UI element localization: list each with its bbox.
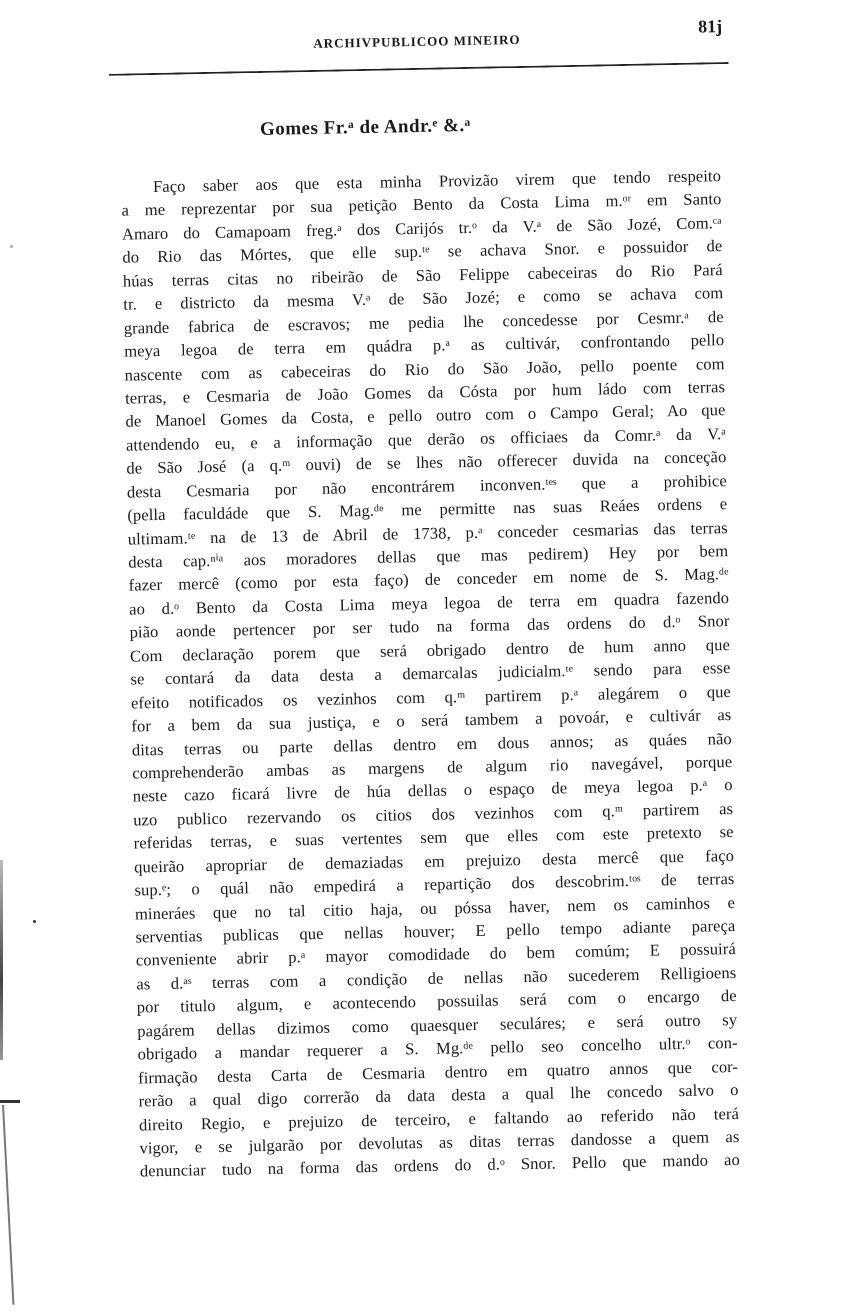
text-line: sup.ᵉ; o quál não empedirá a repartição dos descobrim.ᵗᵒˢ de terras [134,869,735,900]
text-line: neste cazo ficará livre de húa dellas o espaço de meya legoa p.ᵃ o [132,775,733,806]
text-line: (pella faculdáde que S. Mag.ᵈᵉ me permitte nas suas Reáes ordens e [127,494,728,525]
text-line: desta cap.ⁿⁱᵃ aos moradores dellas que mas pedirem) Hey por bem [128,541,729,572]
text-line: pião aonde pertencer por ser tudo na forma das ordens do d.ᵒ Snor [129,611,730,642]
text-line: mineráes que no tal citio haja, ou póssa haver, nem os caminhos e [134,892,736,924]
text-line: desta Cesmaria por não encontrárem inconven.ᵗᵉˢ que a prohibice [126,470,727,502]
text-line: nascente com as cabeceiras do Rio do São João, pello poente com [124,353,725,385]
text-line: rerão a qual digo correrão da data desta a qual lhe concedo salvo o [138,1080,739,1111]
text-line: ao d.ᵒ Bento da Costa Lima meya legoa de terra em quadra fazendo [128,587,730,619]
text-line: comprehenderão ambas as margens de algum rio navegável, porque [132,751,733,783]
text-line: efeito notificados os vezinhos com q.ᵐ partirem p.ᵃ alegárem o que [130,681,732,713]
text-line: pagárem dellas dizimos como quaesquer seculáres; e será outro sy [137,1009,738,1041]
text-line: as d.ᵃˢ terras com a condição de nellas não sucederem Relligioens [136,962,737,994]
body-text [121,164,740,1183]
text-line: vigor, e se julgarão por devolutas as ditas terras dandosse a quem as [139,1126,740,1158]
text-line: de Manoel Gomes da Costa, e pello outro com o Campo Geral; Ao que [125,400,726,431]
document-title: Gomes Fr.ᵃ de Andr.ᵉ &.ᵃ [259,114,471,140]
text-line: grande fabrica de escravos; me pedia lhe concedesse por Cesmr.ᵃ de [123,306,724,338]
running-title: ARCHIVPUBLICOO MINEIRO [313,31,521,51]
text-line: se contará da data desta a demarcalas judicialm.ᵗᵉ sendo para esse [130,658,731,689]
text-line: Faço saber aos que esta minha Provizão virem que tendo respeito [152,166,722,197]
text-line: for a bem da sua justiça, e o será tambem a povoár, e cultivár as [131,705,732,736]
text-line: de São José (a q.ᵐ ouvi) de se lhes não offerecer duvida na conceção [126,447,727,478]
scan-edge-shadow [0,860,3,1060]
text-line: firmação desta Carta de Cesmaria dentro em quatro annos que cor- [137,1056,739,1088]
text-line: attendendo eu, e a informação que derão os officiaes da Comr.ᵃ da V.ᵃ [125,423,727,455]
running-header [108,16,729,78]
text-line: terras, e Cesmaria de João Gomes da Cósta por hum ládo com terras [124,377,726,408]
text-line: queirão apropriar de demaziadas em prejuizo desta mercê que faço [133,845,735,877]
text-line: por titulo algum, e acontecendo possuilas será com o encargo de [136,986,737,1017]
text-line: direito Regio, e prejuizo de terceiro, e faltando ao referido não terá [138,1103,740,1134]
text-line: Amaro do Camapoam freg.ᵃ dos Carijós tr.ᵒ da V.ᵃ de São Jozé, Com.ᶜᵃ [121,213,723,244]
text-line: fazer mercê (como por esta faço) de conceder em nome de S. Mag.ᵈᵉ [128,564,729,596]
text-line: tr. e districto da mesma V.ᵃ de São Jozé; e como se achava com [123,283,724,314]
text-line: do Rio das Mórtes, que elle sup.ᵗᵉ se achava Snor. e possuidor de [122,236,723,267]
text-line: ultimam.ᵗᵉ na de 13 de Abril de 1738, p.ᵃ conceder cesmarias das terras [127,517,728,549]
text-line: uzo publico rezervando os citios dos vezinhos com q.ᵐ partirem as [133,798,734,830]
text-line: húas terras citas no ribeirão de São Felippe cabeceiras do Rio Pará [122,259,723,291]
header-rule [109,62,729,76]
text-line: Com declaração porem que será obrigado dentro de hum anno que [129,634,731,666]
text-line: denunciar tudo na forma das ordens do d.ᵒ Snor. Pello que mando ao [139,1150,741,1181]
text-line: obrigado a mandar requerer a S. Mg.ᵈᵉ pello seo concelho ultr.ᵒ con- [137,1033,738,1064]
text-line: referidas terras, e suas vertentes sem que elles com este pretexto se [133,822,734,853]
text-line: a me reprezentar por sua petição Bento da Costa Lima m.ᵒʳ em Santo [121,189,722,221]
text-line: meya legoa de terra em quádra p.ᵃ as cultivár, confrontando pello [124,330,725,361]
text-line: serventias publicas que nellas houver; E pello tempo adiante pareça [135,915,736,947]
page-number: 81j [697,16,723,37]
text-line: ditas terras ou parte dellas dentro em dous annos; as quáes não [131,728,732,760]
text-line: conveniente abrir p.ᵃ mayor comodidade do bem comúm; E possuirá [135,939,736,970]
